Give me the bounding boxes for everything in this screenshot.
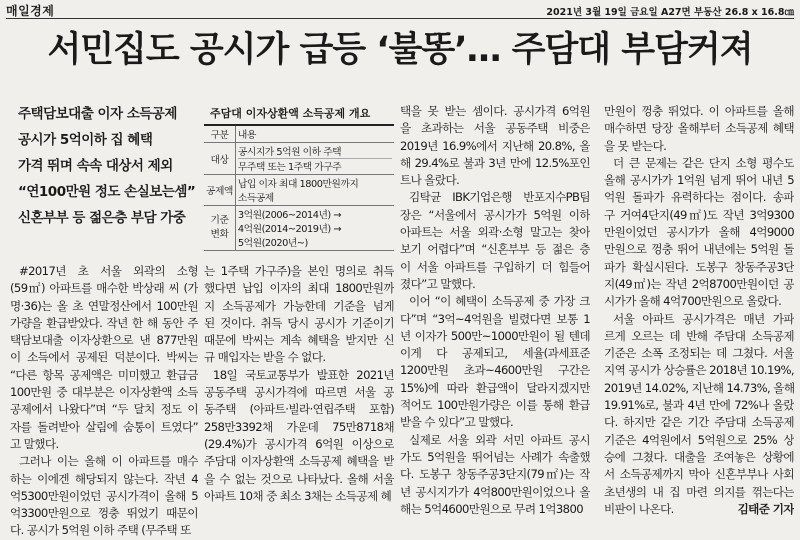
text-line: 이 소득에서 공제된 덕분이다. 박씨는 <box>10 350 198 365</box>
last-line-wrap <box>604 501 794 518</box>
text-line: 파가 확실시된다. 도봉구 창동주공3단 <box>604 259 794 274</box>
text-line: 서 소득공제까지 막아 신혼부부나 사회 <box>604 467 794 482</box>
text-line: (29.4%)가 공시가격 6억원 이상으로 <box>204 436 394 451</box>
text-line: 적어도 100만원가량은 이를 통해 환급 <box>400 398 590 413</box>
text-line: 다. 도봉구 창동주공3단지(79㎡)는 작 <box>400 467 590 482</box>
row-value <box>235 175 394 206</box>
text-line: 을 못 받는다. <box>604 138 667 153</box>
summary-box <box>204 103 394 251</box>
text-line: 을 수 없는 것으로 나타났다. 올해 서울 <box>204 471 394 486</box>
text-line: 만원으로 껑충 뛰어 내년에는 5억원 돌 <box>604 242 794 257</box>
text-line: 매수하면 당장 올해부터 소득공제 혜택 <box>604 121 794 136</box>
text-line: 비판이 나온다. <box>604 501 674 516</box>
text-line: 졌다”고 말했다. <box>400 276 476 291</box>
text-line: 주담대 이자상환액 소득공제 혜택을 받 <box>204 454 394 469</box>
row-value <box>235 206 394 251</box>
summary-table <box>204 126 394 251</box>
page-info: 2021년 3월 19일 금요일 A27면 부동산 26.8 x 16.8㎝ <box>546 7 794 18</box>
text-line: 그러나 이는 올해 이 아파트를 매수 <box>19 454 198 469</box>
text-line: 기준은 4억원에서 5억원으로 25% 상 <box>604 432 794 447</box>
text-line: 지(49㎡)는 작년 2억8700만원이던 공 <box>604 276 794 291</box>
table-row <box>204 206 394 251</box>
text-line: 공제에서 나왔다”며 “두 달치 정도 이 <box>10 402 198 417</box>
text-line: 억원 돌파가 유력하다는 점이다. 송파 <box>604 190 794 205</box>
text-line: 이어 “이 혜택이 소득공제 중 가장 크 <box>409 294 590 309</box>
article-column-1 <box>10 263 198 540</box>
text-line: 택을 못 받는 셈이다. 공시가격 6억원 <box>400 104 590 118</box>
row-label: 기준 변화 <box>204 206 235 251</box>
row-value <box>235 143 394 175</box>
text-line: 아파트 10채 중 최소 3채는 소득공제 혜 <box>204 488 392 503</box>
text-line: 억5300만원이었던 공시가격이 올해 5 <box>10 488 198 503</box>
row-value <box>235 126 394 143</box>
text-line: 1200만원 초과~4600만원 구간은 <box>400 363 590 378</box>
text-line: 15%)에 따라 환급액이 달라지겠지만 <box>400 380 590 395</box>
subhead: 주택담보대출 이자 소득공제 <box>18 106 177 122</box>
subhead: 가격 뛰며 속속 대상서 제외 <box>18 158 173 174</box>
text-line: 실제로 서울 외곽 서민 아파트 공시 <box>409 432 590 447</box>
summary-box-title: 주담대 이자상환액 소득공제 개요 <box>204 103 394 126</box>
text-line: 지역 공시가 상승률은 2018년 10.19%, <box>604 363 794 378</box>
row-line: 공시지가 5억원 이하 주택 <box>238 144 392 159</box>
text-line: 승에 그쳤다. 대출을 조여놓은 상황에 <box>604 449 794 464</box>
row-line: 소득공제 <box>237 193 274 204</box>
text-line: 규 매입자는 받을 수 없다. <box>204 350 326 365</box>
text-line: 을 초과하는 서울 공동주택 비중은 <box>400 121 590 136</box>
text-line: 초년생의 내 집 마련 의지를 꺾는다는 <box>604 484 794 499</box>
text-line: 2019년 14.02%, 지난해 14.73%, 올해 <box>604 380 794 395</box>
text-line: 가량을 환급받았다. 작년 한 해 동안 주 <box>10 315 198 330</box>
text-line: 100만원 중 대부분은 이자상환액 소득 <box>10 385 198 400</box>
text-line: 장은 “서울에서 공시가가 5억원 이하 <box>400 207 590 222</box>
text-line: 이게 다 공제되고, 세율(과세표준 <box>400 346 590 361</box>
text-line: 했다면 납입 이자의 최대 1800만원까 <box>204 281 394 296</box>
text-line: 동주택 (아파트·빌라·연립주택 포함) <box>204 402 394 417</box>
text-line: 자를 돌려받아 살림에 숨통이 트였다” <box>10 419 198 434</box>
text-line: “다른 항목 공제액은 미미했고 환급금 <box>10 367 198 382</box>
text-line: 지 소득공제가 가능한데 기준을 넘게 <box>204 298 394 313</box>
text-line: 더 큰 문제는 같은 단지 소형 평수도 <box>613 155 794 170</box>
row-label: 대상 <box>204 143 235 175</box>
text-line: #2017년 초 서울 외곽의 소형 <box>19 264 198 278</box>
text-line: 때문에 박씨는 계속 혜택을 받지만 신 <box>204 333 394 348</box>
table-row <box>204 126 394 143</box>
row-line: 납입 이자 최대 1800만원까지 <box>237 179 359 190</box>
text-line: 만원이 껑충 뛰었다. 이 아파트를 올해 <box>604 104 794 118</box>
text-line: 받을 수 있다”고 말했다. <box>400 415 514 430</box>
masthead: 매일경제 <box>6 4 55 18</box>
byline: 김태준 기자 <box>737 501 794 516</box>
text-line: 다. 공시가 5억원 이하 주택 (무주택 또 <box>10 523 191 538</box>
row-line: 내용 <box>237 130 256 141</box>
row-line: 5억원(2020년~) <box>237 238 308 249</box>
text-line: (59㎡) 아파트를 매수한 박상래 씨 (가 <box>10 281 198 296</box>
text-line: 만원이었던 공시가가 올해 4억9000 <box>604 225 794 240</box>
headline: 서민집도 공시가 급등 ‘불똥’… 주담대 부담커져 <box>47 30 753 70</box>
subheads <box>18 101 198 231</box>
text-line: 트나 올랐다. <box>400 173 460 188</box>
row-line: 무주택 또는 1주택 가구주 <box>237 162 342 173</box>
text-line: 하는 이에겐 해당되지 않는다. 작년 4 <box>10 471 198 486</box>
text-line: 이 서울 아파트를 구입하기 더 힘들어 <box>400 259 590 274</box>
text-line: 가도 5억원을 뛰어넘는 사례가 속출했 <box>400 449 590 464</box>
text-line: 258만3392채 가운데 75만8718채 <box>204 419 394 434</box>
table-row <box>204 175 394 206</box>
text-line: 는 1주택 가구주)을 본인 명의로 취득 <box>204 264 394 278</box>
text-line: 공동주택 공시가격에 따르면 서울 공 <box>204 385 394 400</box>
text-line: 올해 공시가가 1억원 넘게 뛰어 내년 5 <box>604 173 794 188</box>
text-line: 다”며 “3억~4억원을 빌렸다면 보통 1 <box>400 311 590 326</box>
text-line: 다. 하지만 같은 기간 주담대 소득공제 <box>604 415 794 430</box>
text-line: 구 거여4단지(49㎡)도 작년 3억9300 <box>604 207 794 222</box>
text-line: 김탁균 IBK기업은행 반포지수PB팀 <box>409 190 590 205</box>
article-column-2 <box>204 263 394 505</box>
text-line: 아파트는 서울 외곽·소형 말고는 찾아 <box>400 225 590 240</box>
text-line: 해 29.4%로 불과 3년 만에 12.5%포인 <box>400 155 590 170</box>
article-column-4 <box>604 103 794 518</box>
top-bar <box>6 2 794 18</box>
subhead: “연100만원 정도 손실보는셈” <box>18 184 196 200</box>
text-line: 해는 5억4600만원으로 무려 1억3800 <box>400 501 584 516</box>
text-line: 억3300만원으로 껑충 뛰었기 때문이 <box>10 506 198 521</box>
text-line: 년 공시지가가 4억800만원이었으나 올 <box>400 484 590 499</box>
table-row <box>204 143 394 175</box>
text-line: 된 것이다. 취득 당시 공시가 기준이기 <box>204 315 394 330</box>
text-line: 년 이자가 500만~1000만원이 될 텐데 <box>400 328 590 343</box>
text-line: 기준은 소폭 조정되는 데 그쳤다. 서울 <box>604 346 794 361</box>
text-line: 택담보대출 이자상환으로 낸 877만원 <box>10 333 198 348</box>
text-line: 보기 어렵다”며 “신혼부부 등 젊은 층 <box>400 242 590 257</box>
text-line: 2019년 16.9%에서 지난해 20.8%, 올 <box>400 138 590 153</box>
row-line: 4억원(2014~2019년) → <box>237 224 342 235</box>
top-rule <box>6 18 794 19</box>
text-line: 18일 국토교통부가 발표한 2021년 <box>213 367 394 382</box>
text-line: 서울 아파트 공시가격은 매년 가파 <box>613 311 794 326</box>
text-line: 르게 오르는 데 반해 주담대 소득공제 <box>604 328 794 343</box>
text-line: 고 말했다. <box>10 436 59 451</box>
subhead: 신혼부부 등 젊은층 부담 가중 <box>18 210 186 226</box>
article-column-3 <box>400 103 590 518</box>
row-label: 공제액 <box>204 175 235 206</box>
text-line: 명·36)는 올 초 연말정산에서 100만원 <box>10 298 198 313</box>
text-line: 19.91%로, 불과 4년 만에 72%나 올랐 <box>604 398 794 413</box>
subhead: 공시가 5억이하 집 혜택 <box>18 132 153 148</box>
row-line: 3억원(2006~2014년) → <box>237 210 342 221</box>
text-line: 시가가 올해 4억700만원으로 올랐다. <box>604 294 782 309</box>
row-label: 구분 <box>204 126 235 143</box>
